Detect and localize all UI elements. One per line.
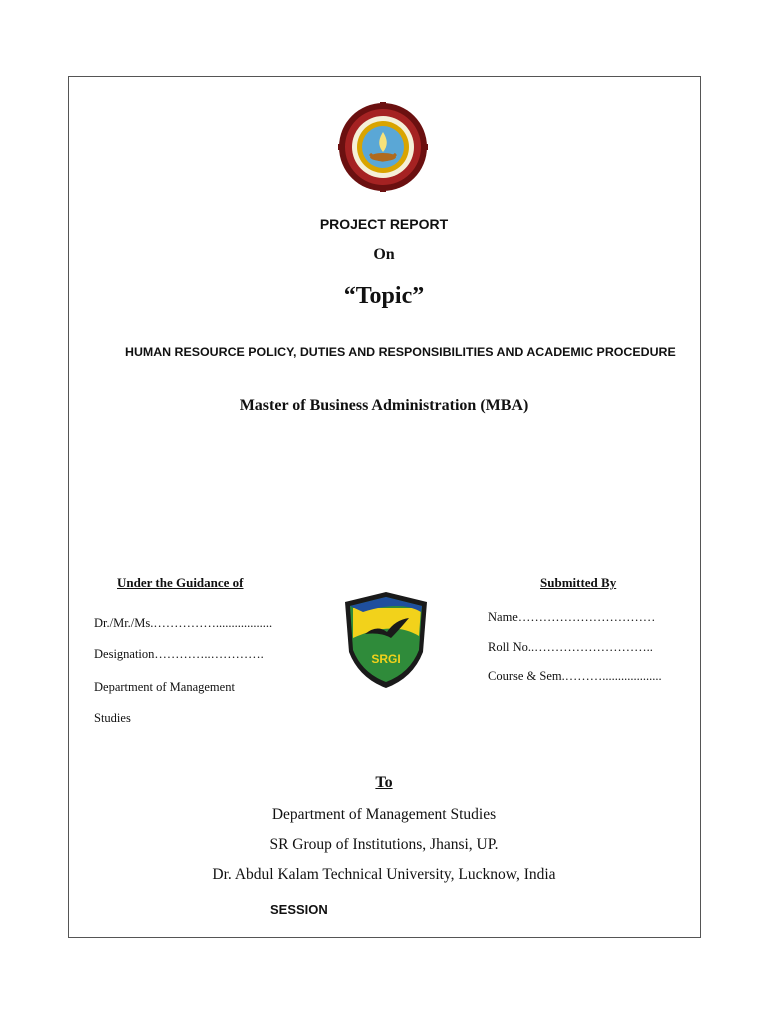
aktu-seal-icon (338, 102, 428, 192)
guide-name-line: Dr./Mr./Ms.…………….................. (94, 616, 273, 630)
on-label: On (373, 246, 395, 263)
guide-department-line-2: Studies (94, 711, 131, 725)
topic-label: “Topic” (343, 283, 425, 309)
roll-no-line: Roll No..……………………….. (488, 640, 653, 654)
degree-title: Master of Business Administration (MBA) (239, 397, 529, 414)
submitted-heading: Submitted By (540, 575, 617, 590)
topic-text: HUMAN RESOURCE POLICY, DUTIES AND RESPONSIBILITIES AND ACADEMIC PROCEDURE (125, 345, 676, 359)
srgi-logo-text: SRGI (371, 652, 401, 666)
student-name-line: Name…………………………… (488, 610, 656, 624)
course-sem-line: Course & Sem.………................... (488, 669, 662, 683)
department-line: Department of Management Studies (271, 806, 497, 823)
report-title: PROJECT REPORT (319, 216, 449, 232)
session-label: SESSION (270, 902, 328, 917)
institution-line: SR Group of Institutions, Jhansi, UP. (269, 836, 499, 853)
guide-designation-line: Designation…………..…………. (94, 647, 264, 661)
guide-department-line: Department of Management (94, 680, 235, 694)
guidance-heading: Under the Guidance of (117, 575, 244, 590)
to-heading: To (375, 774, 393, 791)
srgi-shield-icon (343, 590, 429, 690)
university-line: Dr. Abdul Kalam Technical University, Lucknow, India (212, 866, 556, 883)
